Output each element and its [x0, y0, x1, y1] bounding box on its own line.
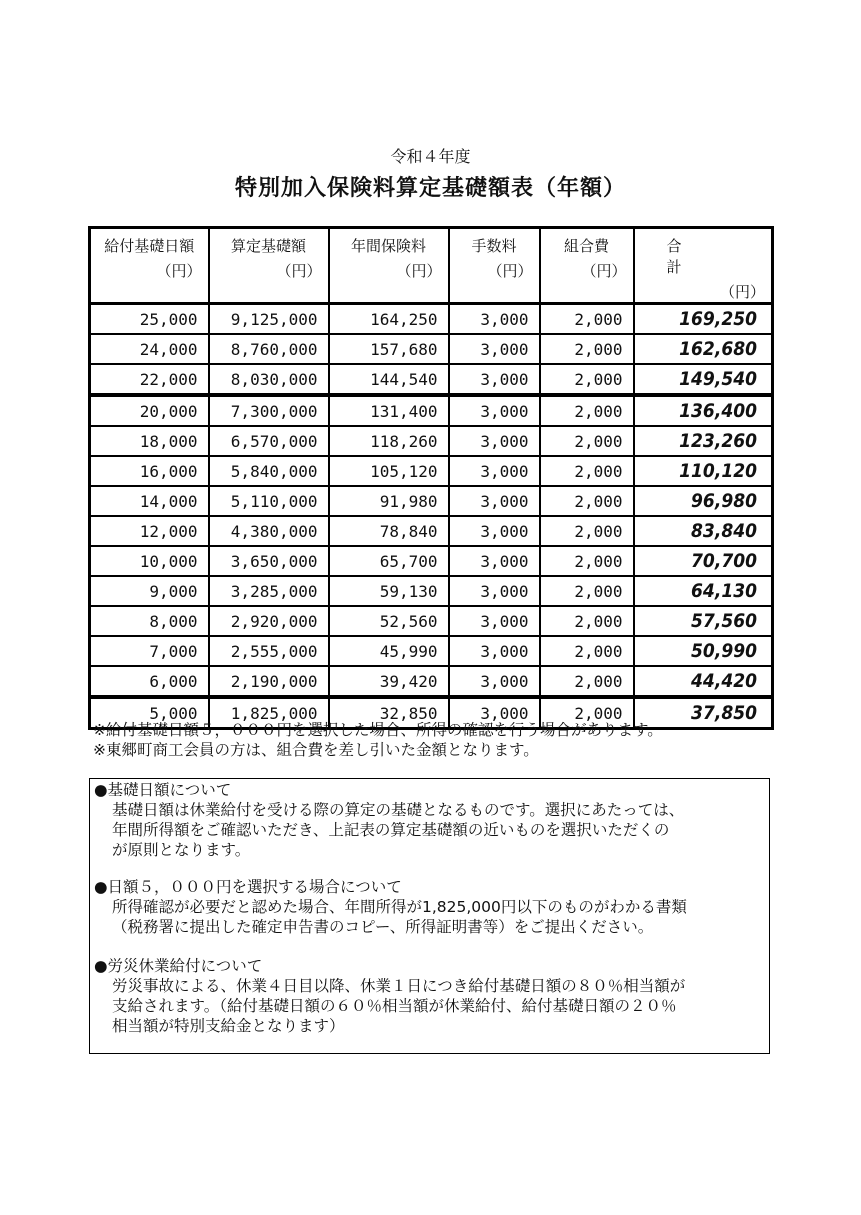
- header-label: 年間保険料: [350, 237, 426, 255]
- info-heading: ●労災休業給付について: [94, 957, 263, 975]
- cell-union-fee: 2,000: [540, 576, 634, 606]
- premium-table: [88, 226, 774, 730]
- cell-total: 57,560: [634, 606, 773, 636]
- table-row: [90, 304, 773, 335]
- header-annual-premium: [329, 228, 449, 304]
- cell-total: 64,130: [634, 576, 773, 606]
- header-label: 給付基礎日額: [104, 237, 195, 255]
- cell-base-amount: 3,285,000: [209, 576, 329, 606]
- cell-daily-benefit: 25,000: [90, 304, 209, 335]
- table-row: [90, 576, 773, 606]
- header-label: 合計: [666, 237, 722, 276]
- header-unit: （円）: [276, 262, 322, 280]
- cell-daily-benefit: 16,000: [90, 456, 209, 486]
- cell-base-amount: 3,650,000: [209, 546, 329, 576]
- cell-handling-fee: 3,000: [449, 456, 540, 486]
- cell-union-fee: 2,000: [540, 456, 634, 486]
- cell-handling-fee: 3,000: [449, 426, 540, 456]
- info-line: 労災事故による、休業４日目以降、休業１日につき給付基礎日額の８０％相当額が: [112, 977, 686, 995]
- cell-daily-benefit: 5,000: [90, 697, 209, 729]
- table-row: [90, 606, 773, 636]
- info-section-injury-benefit: [94, 956, 685, 1036]
- cell-daily-benefit: 22,000: [90, 364, 209, 395]
- cell-daily-benefit: 9,000: [90, 576, 209, 606]
- table-row: [90, 334, 773, 364]
- table-header-row: [90, 228, 773, 304]
- header-unit: （円）: [396, 262, 442, 280]
- header-unit: （円）: [581, 262, 627, 280]
- cell-daily-benefit: 10,000: [90, 546, 209, 576]
- cell-union-fee: 2,000: [540, 395, 634, 426]
- cell-handling-fee: 3,000: [449, 304, 540, 335]
- cell-handling-fee: 3,000: [449, 516, 540, 546]
- cell-daily-benefit: 6,000: [90, 666, 209, 697]
- note-line: ※給付基礎日額５，０００円を選択した場合、所得の確認を行う場合があります。: [93, 721, 663, 739]
- cell-annual-premium: 59,130: [329, 576, 449, 606]
- cell-base-amount: 4,380,000: [209, 516, 329, 546]
- cell-daily-benefit: 24,000: [90, 334, 209, 364]
- info-line: 支給されます。（給付基礎日額の６０％相当額が休業給付、給付基礎日額の２０％: [112, 997, 677, 1015]
- note-line: ※東郷町商工会員の方は、組合費を差し引いた金額となります。: [93, 741, 539, 759]
- cell-annual-premium: 131,400: [329, 395, 449, 426]
- cell-annual-premium: 32,850: [329, 697, 449, 729]
- header-unit: （円）: [487, 262, 533, 280]
- cell-union-fee: 2,000: [540, 636, 634, 666]
- cell-total: 169,250: [634, 304, 773, 335]
- cell-daily-benefit: 18,000: [90, 426, 209, 456]
- table-body: [90, 304, 773, 729]
- cell-daily-benefit: 8,000: [90, 606, 209, 636]
- cell-base-amount: 8,760,000: [209, 334, 329, 364]
- cell-total: 96,980: [634, 486, 773, 516]
- cell-total: 70,700: [634, 546, 773, 576]
- cell-handling-fee: 3,000: [449, 546, 540, 576]
- cell-union-fee: 2,000: [540, 364, 634, 395]
- info-line: が原則となります。: [112, 841, 251, 859]
- table-row: [90, 636, 773, 666]
- cell-base-amount: 2,920,000: [209, 606, 329, 636]
- cell-annual-premium: 52,560: [329, 606, 449, 636]
- info-line: 所得確認が必要だと認めた場合、年間所得が1,825,000円以下のものがわかる書類: [112, 898, 687, 916]
- table-row: [90, 426, 773, 456]
- cell-base-amount: 1,825,000: [209, 697, 329, 729]
- document-title: 特別加入保険料算定基礎額表（年額）: [234, 176, 626, 201]
- cell-total: 37,850: [634, 697, 773, 729]
- table-row: [90, 666, 773, 697]
- cell-annual-premium: 65,700: [329, 546, 449, 576]
- info-heading: ●日額５，０００円を選択する場合について: [94, 878, 402, 896]
- cell-handling-fee: 3,000: [449, 364, 540, 395]
- cell-base-amount: 2,190,000: [209, 666, 329, 697]
- cell-union-fee: 2,000: [540, 666, 634, 697]
- cell-base-amount: 6,570,000: [209, 426, 329, 456]
- table-row: [90, 486, 773, 516]
- cell-total: 123,260: [634, 426, 773, 456]
- header-label: 手数料: [471, 237, 517, 255]
- cell-union-fee: 2,000: [540, 697, 634, 729]
- cell-total: 83,840: [634, 516, 773, 546]
- cell-annual-premium: 45,990: [329, 636, 449, 666]
- table-row: [90, 395, 773, 426]
- header-unit: （円）: [156, 262, 202, 280]
- cell-annual-premium: 144,540: [329, 364, 449, 395]
- header-base-amount: [209, 228, 329, 304]
- cell-base-amount: 9,125,000: [209, 304, 329, 335]
- cell-annual-premium: 164,250: [329, 304, 449, 335]
- cell-handling-fee: 3,000: [449, 697, 540, 729]
- cell-union-fee: 2,000: [540, 516, 634, 546]
- cell-annual-premium: 39,420: [329, 666, 449, 697]
- notes: [93, 720, 663, 760]
- cell-total: 136,400: [634, 395, 773, 426]
- cell-base-amount: 8,030,000: [209, 364, 329, 395]
- header-daily-benefit: [90, 228, 209, 304]
- cell-total: 50,990: [634, 636, 773, 666]
- cell-base-amount: 5,110,000: [209, 486, 329, 516]
- cell-union-fee: 2,000: [540, 304, 634, 335]
- fiscal-year-label: 令和４年度: [390, 147, 471, 166]
- cell-daily-benefit: 7,000: [90, 636, 209, 666]
- cell-union-fee: 2,000: [540, 486, 634, 516]
- cell-handling-fee: 3,000: [449, 606, 540, 636]
- cell-union-fee: 2,000: [540, 334, 634, 364]
- header-unit: （円）: [719, 283, 765, 301]
- cell-annual-premium: 157,680: [329, 334, 449, 364]
- info-section-daily-amount: [94, 780, 684, 860]
- info-line: 年間所得額をご確認いただき、上記表の算定基礎額の近いものを選択いただくの: [112, 821, 670, 839]
- header-union-fee: [540, 228, 634, 304]
- info-line: 基礎日額は休業給付を受ける際の算定の基礎となるものです。選択にあたっては、: [112, 801, 685, 819]
- cell-total: 44,420: [634, 666, 773, 697]
- cell-total: 162,680: [634, 334, 773, 364]
- cell-annual-premium: 91,980: [329, 486, 449, 516]
- cell-handling-fee: 3,000: [449, 486, 540, 516]
- cell-total: 110,120: [634, 456, 773, 486]
- cell-union-fee: 2,000: [540, 606, 634, 636]
- cell-handling-fee: 3,000: [449, 666, 540, 697]
- info-heading: ●基礎日額について: [94, 781, 232, 799]
- info-box: [89, 778, 770, 1054]
- cell-daily-benefit: 20,000: [90, 395, 209, 426]
- cell-handling-fee: 3,000: [449, 576, 540, 606]
- cell-union-fee: 2,000: [540, 546, 634, 576]
- cell-total: 149,540: [634, 364, 773, 395]
- info-line: 相当額が特別支給金となります）: [112, 1017, 345, 1035]
- header-handling-fee: [449, 228, 540, 304]
- table-row: [90, 516, 773, 546]
- cell-base-amount: 7,300,000: [209, 395, 329, 426]
- table-row: [90, 456, 773, 486]
- header-label: 組合費: [563, 237, 609, 255]
- cell-handling-fee: 3,000: [449, 395, 540, 426]
- table-row: [90, 546, 773, 576]
- table-row: [90, 364, 773, 395]
- header-label: 算定基礎額: [230, 237, 306, 255]
- cell-base-amount: 5,840,000: [209, 456, 329, 486]
- cell-annual-premium: 78,840: [329, 516, 449, 546]
- info-line: （税務署に提出した確定申告書のコピー、所得証明書等）をご提出ください。: [112, 918, 654, 936]
- info-section-5000-yen: [94, 877, 687, 937]
- cell-union-fee: 2,000: [540, 426, 634, 456]
- cell-annual-premium: 105,120: [329, 456, 449, 486]
- cell-base-amount: 2,555,000: [209, 636, 329, 666]
- cell-handling-fee: 3,000: [449, 334, 540, 364]
- cell-daily-benefit: 14,000: [90, 486, 209, 516]
- cell-handling-fee: 3,000: [449, 636, 540, 666]
- header-total: [634, 228, 773, 304]
- cell-annual-premium: 118,260: [329, 426, 449, 456]
- cell-daily-benefit: 12,000: [90, 516, 209, 546]
